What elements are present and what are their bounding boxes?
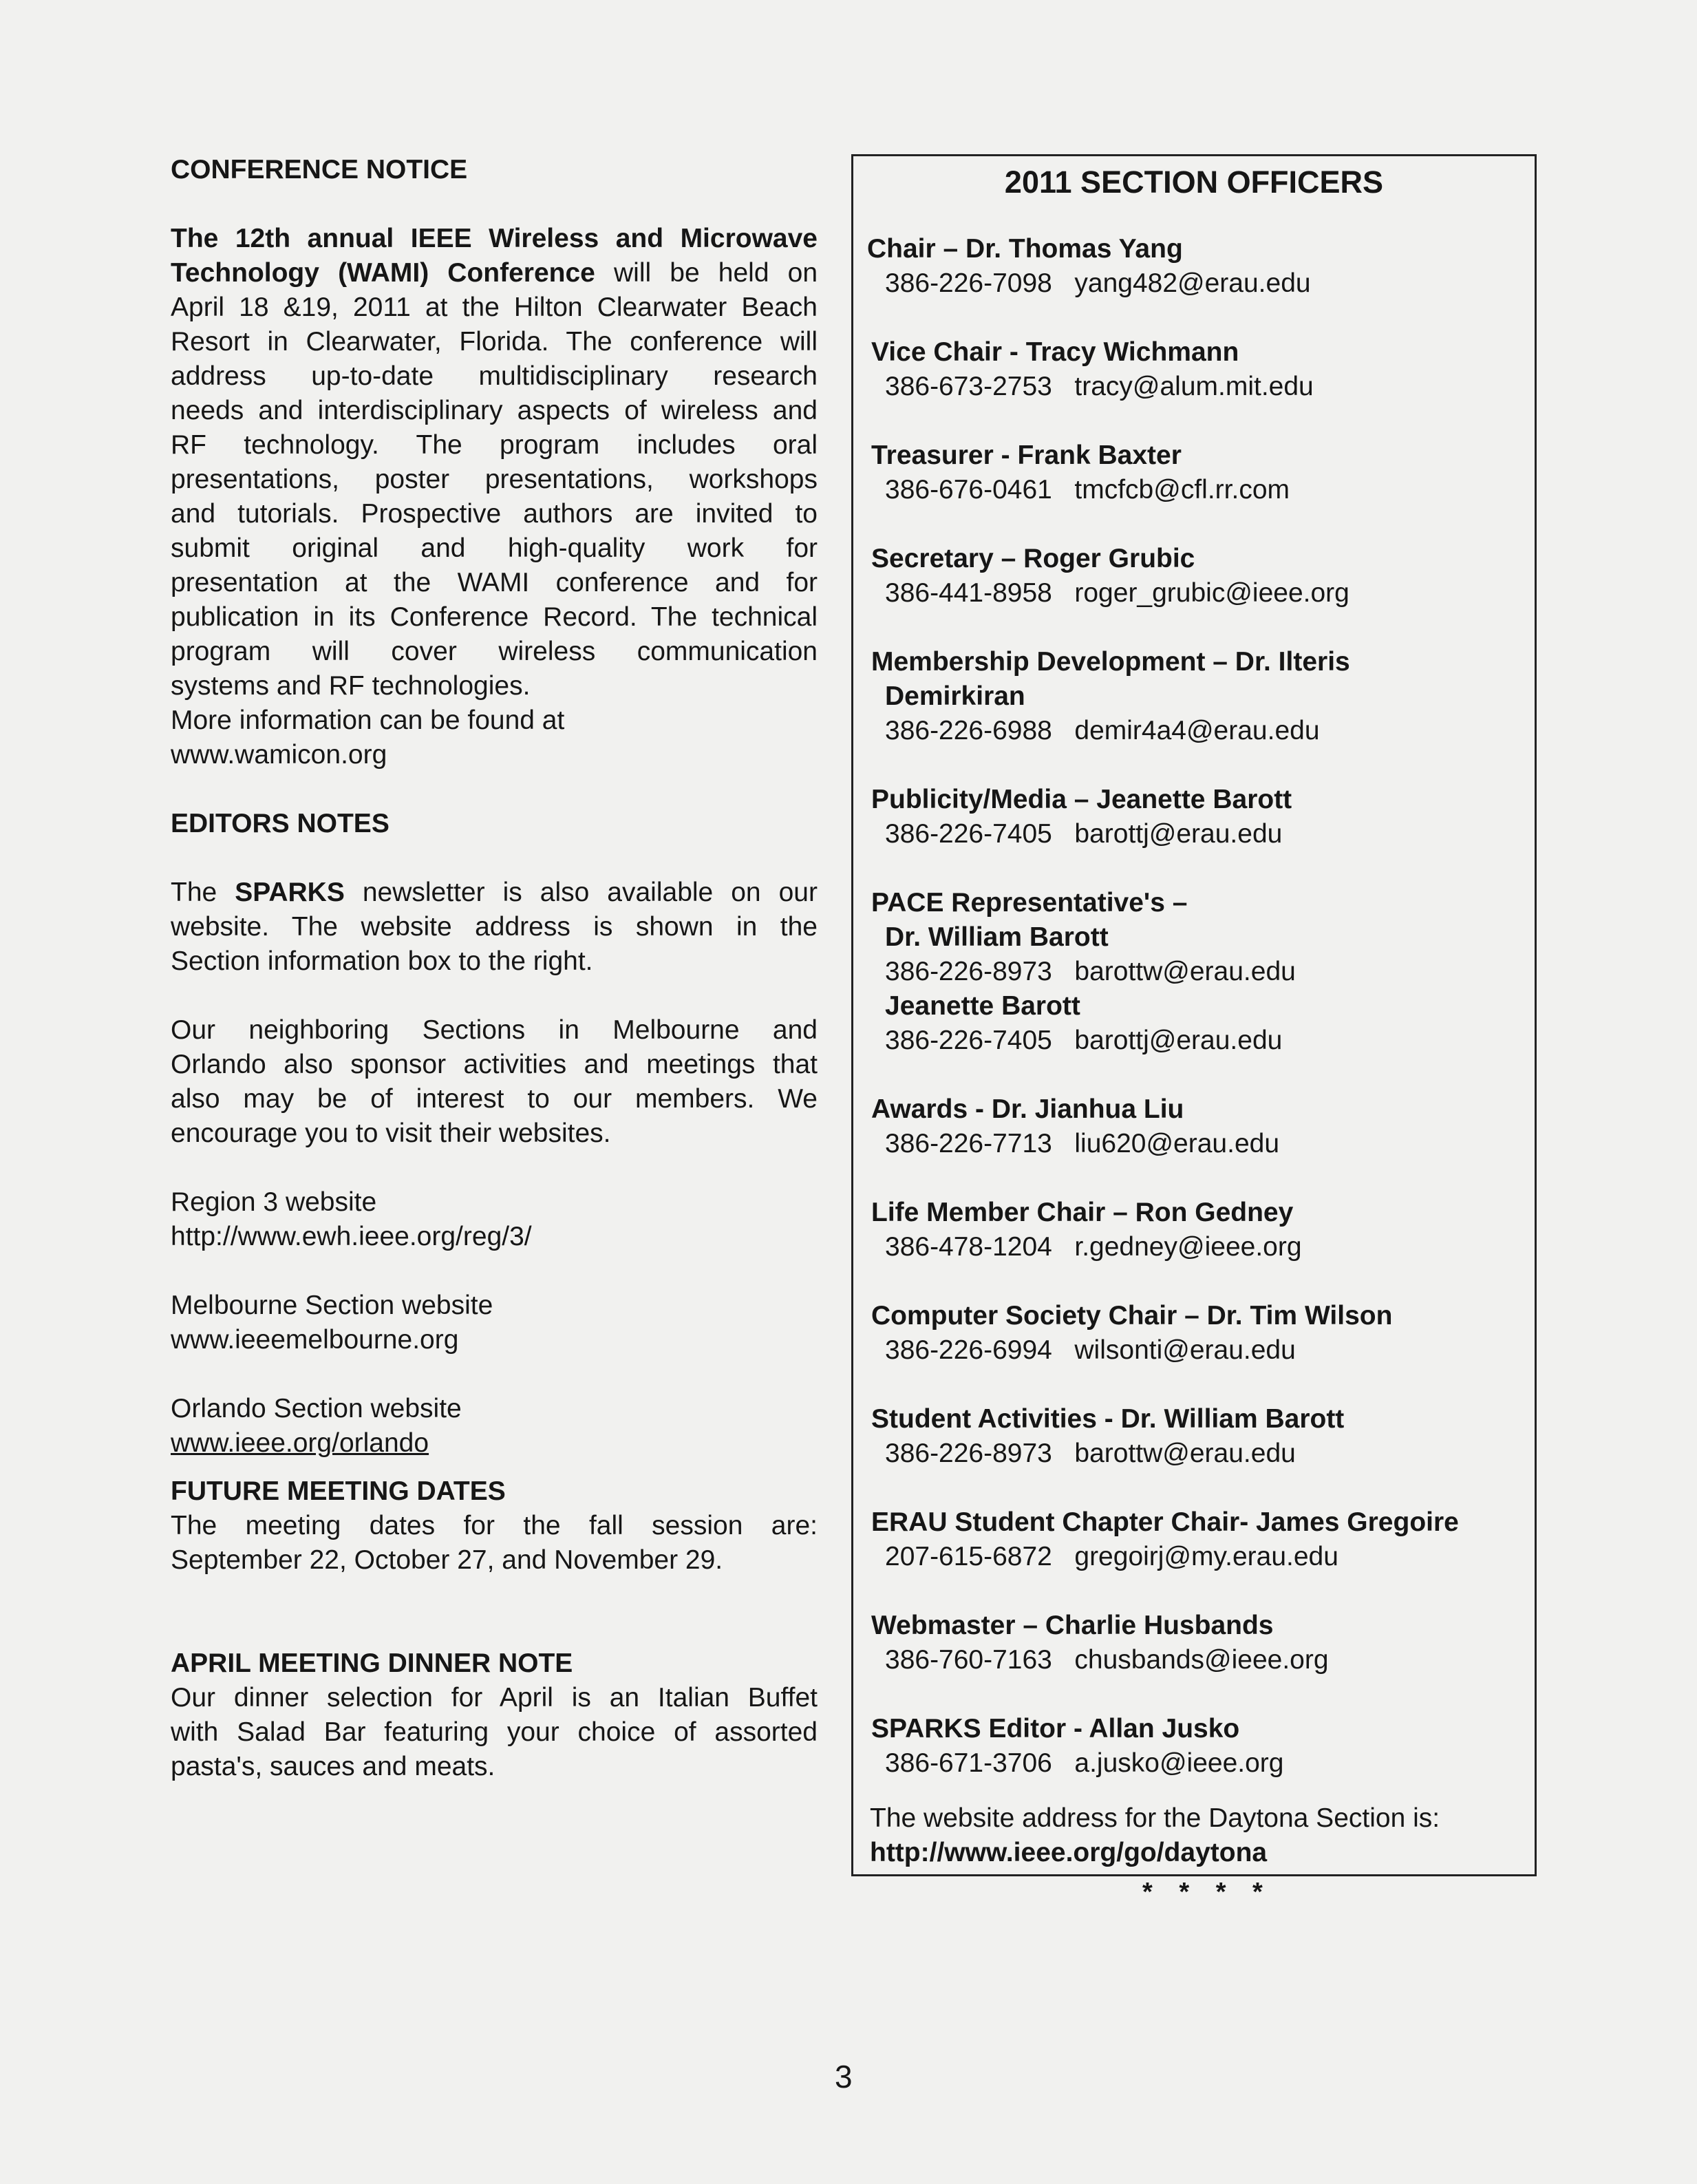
officer-role: Vice Chair - Tracy Wichmann — [871, 337, 1239, 367]
officer-role: PACE Representative's – — [871, 888, 1188, 918]
page-number: 3 — [835, 2059, 853, 2095]
officer-role: Membership Development – Dr. Ilteris — [871, 647, 1350, 677]
officer-contact: 386-226-7713 liu620@erau.edu — [885, 1129, 1280, 1158]
dinner-heading: APRIL MEETING DINNER NOTE — [171, 1648, 573, 1678]
melbourne-label: Melbourne Section website — [171, 1291, 493, 1320]
officer-entry — [853, 783, 1535, 851]
officer-contact: 386-673-2753 tracy@alum.mit.edu — [885, 372, 1314, 401]
conference-line: presentation at the WAMI conference and for — [171, 568, 818, 597]
officer-contact: 386-226-8973 barottw@erau.edu — [885, 957, 1296, 986]
officer-contact: 386-760-7163 chusbands@ieee.org — [885, 1645, 1329, 1675]
dinner-line: Our dinner selection for April is an Italian Buffet — [171, 1683, 818, 1713]
officer-contact: 386-226-8973 barottw@erau.edu — [885, 1439, 1296, 1468]
officer-name: Jeanette Barott — [885, 991, 1080, 1021]
section-officers-box — [851, 154, 1537, 1876]
officer-entry — [853, 1299, 1535, 1368]
conference-line: and tutorials. Prospective authors are invited to — [171, 499, 818, 529]
editors-para2-line: encourage you to visit their websites. — [171, 1118, 611, 1148]
editors-para2-line: Our neighboring Sections in Melbourne and — [171, 1015, 818, 1045]
website-note-text: The website address for the Daytona Section is: — [870, 1803, 1440, 1833]
officer-role: Student Activities - Dr. William Barott — [871, 1404, 1345, 1434]
melbourne-link[interactable]: www.ieeemelbourne.org — [171, 1325, 459, 1355]
officer-entry — [853, 1505, 1535, 1574]
officer-entry — [853, 542, 1535, 611]
officer-entry — [853, 645, 1535, 748]
officer-contact: 386-226-6994 wilsonti@erau.edu — [885, 1335, 1296, 1365]
conference-line: address up-to-date multidisciplinary research — [171, 361, 818, 391]
future-heading: FUTURE MEETING DATES — [171, 1476, 506, 1506]
orlando-link[interactable]: www.ieee.org/orlando — [171, 1428, 429, 1458]
officer-contact: 386-441-8958 roger_grubic@ieee.org — [885, 578, 1349, 608]
editors-para1-line: website. The website address is shown in the — [171, 912, 818, 942]
editors-para2-line: also may be of interest to our members. We — [171, 1084, 818, 1114]
conference-line: April 18 &19, 2011 at the Hilton Clearwater Beach — [171, 293, 818, 322]
daytona-website-link[interactable]: http://www.ieee.org/go/daytona — [870, 1838, 1268, 1867]
officer-contact: 386-226-7405 barottj@erau.edu — [885, 1026, 1283, 1055]
officer-role: SPARKS Editor - Allan Jusko — [871, 1714, 1240, 1743]
conference-line: Technology (WAMI) Conference will be held on — [171, 258, 818, 288]
officer-contact: 386-671-3706 a.jusko@ieee.org — [885, 1748, 1284, 1778]
officer-role: Publicity/Media – Jeanette Barott — [871, 785, 1292, 814]
officer-contact: 207-615-6872 gregoirj@my.erau.edu — [885, 1542, 1338, 1571]
future-line: The meeting dates for the fall session are: — [171, 1511, 818, 1540]
officer-role: Life Member Chair – Ron Gedney — [871, 1198, 1294, 1227]
wamicon-link[interactable]: www.wamicon.org — [171, 740, 387, 770]
officer-entry — [853, 1609, 1535, 1677]
officer-contact: 386-478-1204 r.gedney@ieee.org — [885, 1232, 1302, 1262]
officer-entry — [853, 438, 1535, 507]
conference-line: presentations, poster presentations, workshops — [171, 465, 818, 494]
officer-contact: 386-226-6988 demir4a4@erau.edu — [885, 716, 1320, 745]
conference-line: needs and interdisciplinary aspects of wireless and — [171, 396, 818, 425]
region-label: Region 3 website — [171, 1187, 377, 1217]
conference-line: systems and RF technologies. — [171, 671, 531, 701]
officer-contact: 386-676-0461 tmcfcb@cfl.rr.com — [885, 475, 1290, 505]
future-line: September 22, October 27, and November 29. — [171, 1545, 723, 1575]
conference-heading: CONFERENCE NOTICE — [171, 155, 468, 184]
dinner-line: pasta's, sauces and meats. — [171, 1752, 495, 1781]
conference-line: RF technology. The program includes oral — [171, 430, 818, 460]
officer-entry — [853, 1712, 1535, 1781]
officer-name: Dr. William Barott — [885, 922, 1109, 952]
officer-role: Computer Society Chair – Dr. Tim Wilson — [871, 1301, 1393, 1330]
officer-contact: 386-226-7098 yang482@erau.edu — [885, 268, 1311, 298]
officer-role: Webmaster – Charlie Husbands — [871, 1611, 1274, 1640]
officer-role: Chair – Dr. Thomas Yang — [867, 234, 1183, 264]
officer-name: Demirkiran — [885, 681, 1025, 711]
officer-entry — [853, 1196, 1535, 1264]
conference-body — [171, 222, 818, 772]
editors-para2-line: Orlando also sponsor activities and meetings that — [171, 1050, 818, 1079]
conference-line: publication in its Conference Record. The technical — [171, 602, 818, 632]
conference-line: program will cover wireless communication — [171, 637, 818, 666]
officer-contact: 386-226-7405 barottj@erau.edu — [885, 819, 1283, 849]
dinner-line: with Salad Bar featuring your choice of assorted — [171, 1717, 818, 1747]
officer-entry — [853, 335, 1535, 404]
officer-role: Treasurer - Frank Baxter — [871, 441, 1182, 470]
editors-para1-line: The SPARKS newsletter is also available on our — [171, 878, 818, 907]
officer-role: Awards - Dr. Jianhua Liu — [871, 1094, 1184, 1124]
conference-line: The 12th annual IEEE Wireless and Microwave — [171, 224, 818, 253]
left-column — [171, 153, 818, 1784]
region-link[interactable]: http://www.ewh.ieee.org/reg/3/ — [171, 1222, 532, 1251]
officer-entry — [853, 886, 1535, 1058]
website-note — [870, 1801, 1528, 1870]
officer-entry — [853, 1092, 1535, 1161]
officer-entry — [853, 1402, 1535, 1471]
officer-role: Secretary – Roger Grubic — [871, 544, 1195, 573]
editors-para1-line: Section information box to the right. — [171, 946, 593, 976]
conference-line: Resort in Clearwater, Florida. The conference will — [171, 327, 818, 357]
conference-line: submit original and high-quality work for — [171, 533, 818, 563]
more-info-text: More information can be found at — [171, 706, 565, 735]
stars-divider: * * * * — [1142, 1878, 1272, 1907]
officer-role: ERAU Student Chapter Chair- James Gregoire — [871, 1507, 1459, 1537]
orlando-label: Orlando Section website — [171, 1394, 462, 1423]
officers-title: 2011 SECTION OFFICERS — [1004, 165, 1384, 200]
editors-heading: EDITORS NOTES — [171, 809, 389, 838]
officer-entry — [853, 232, 1535, 301]
